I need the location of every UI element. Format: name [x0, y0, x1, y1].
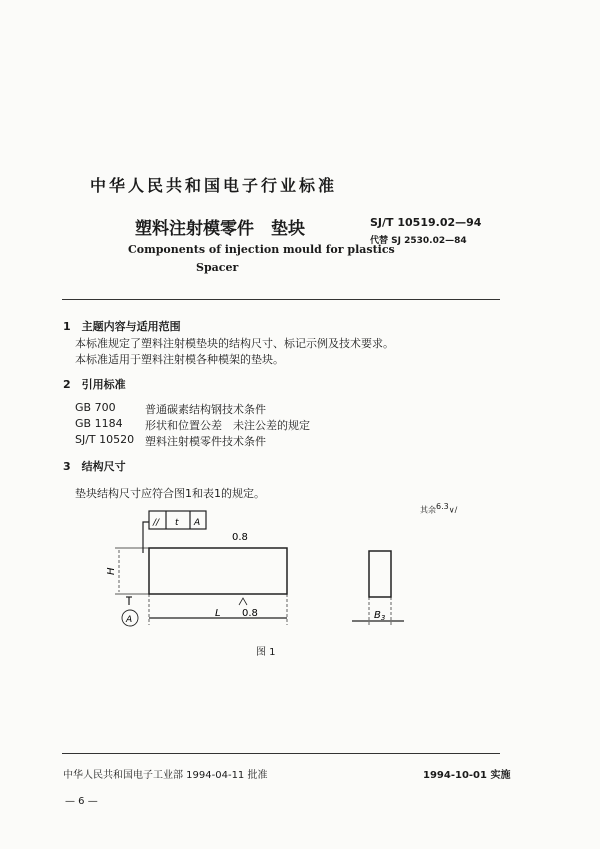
front-view-rect: [149, 548, 287, 594]
ref-code: GB 700: [75, 401, 116, 414]
section-heading: 1 主题内容与适用范围: [63, 320, 181, 333]
implementation-text: 1994-10-01 实施: [423, 770, 511, 781]
figure-caption: 图 1: [256, 647, 276, 658]
section-heading: 3 结构尺寸: [63, 460, 126, 473]
footer-divider: [62, 753, 500, 754]
section-heading: 2 引用标准: [63, 378, 126, 391]
page-title: 塑料注射模零件 垫块: [135, 219, 305, 239]
subtitle-english: Spacer: [196, 261, 239, 274]
ref-title: 塑料注射模零件技术条件: [145, 435, 266, 448]
header-divider: [62, 299, 500, 300]
ref-title: 普通碳素结构钢技术条件: [145, 403, 266, 416]
roughness-top: 0.8: [232, 532, 248, 543]
dim-h: H: [106, 567, 117, 575]
side-view-rect: [369, 551, 391, 597]
paragraph: 垫块结构尺寸应符合图1和表1的规定。: [75, 487, 265, 500]
dim-l: L: [215, 608, 221, 619]
title-english: Components of injection mould for plastics: [128, 243, 395, 256]
replaces-standard: 代替 SJ 2530.02—84: [370, 236, 467, 246]
org-standard-heading: 中华人民共和国电子行业标准: [90, 176, 338, 195]
tolerance-symbol: //: [153, 518, 160, 528]
datum-label: A: [126, 615, 133, 625]
page-number: — 6 —: [65, 796, 98, 807]
roughness-bottom: 0.8: [242, 608, 258, 619]
tolerance-datum: A: [194, 518, 201, 528]
paragraph: 本标准规定了塑料注射模垫块的结构尺寸、标记示例及技术要求。: [75, 337, 394, 350]
spacer-drawing: [100, 505, 520, 675]
ref-code: GB 1184: [75, 417, 123, 430]
paragraph: 本标准适用于塑料注射模各种模架的垫块。: [75, 353, 284, 366]
roughness-rest-label: 其余$^{6.3}$∨/: [420, 502, 458, 515]
tolerance-value: t: [175, 518, 179, 528]
ref-title: 形状和位置公差 未注公差的规定: [145, 419, 310, 432]
standard-number: SJ/T 10519.02—94: [370, 216, 482, 229]
dim-b: $B_3$: [374, 610, 386, 622]
approval-text: 中华人民共和国电子工业部 1994-04-11 批准: [63, 770, 268, 781]
ref-code: SJ/T 10520: [75, 433, 135, 446]
